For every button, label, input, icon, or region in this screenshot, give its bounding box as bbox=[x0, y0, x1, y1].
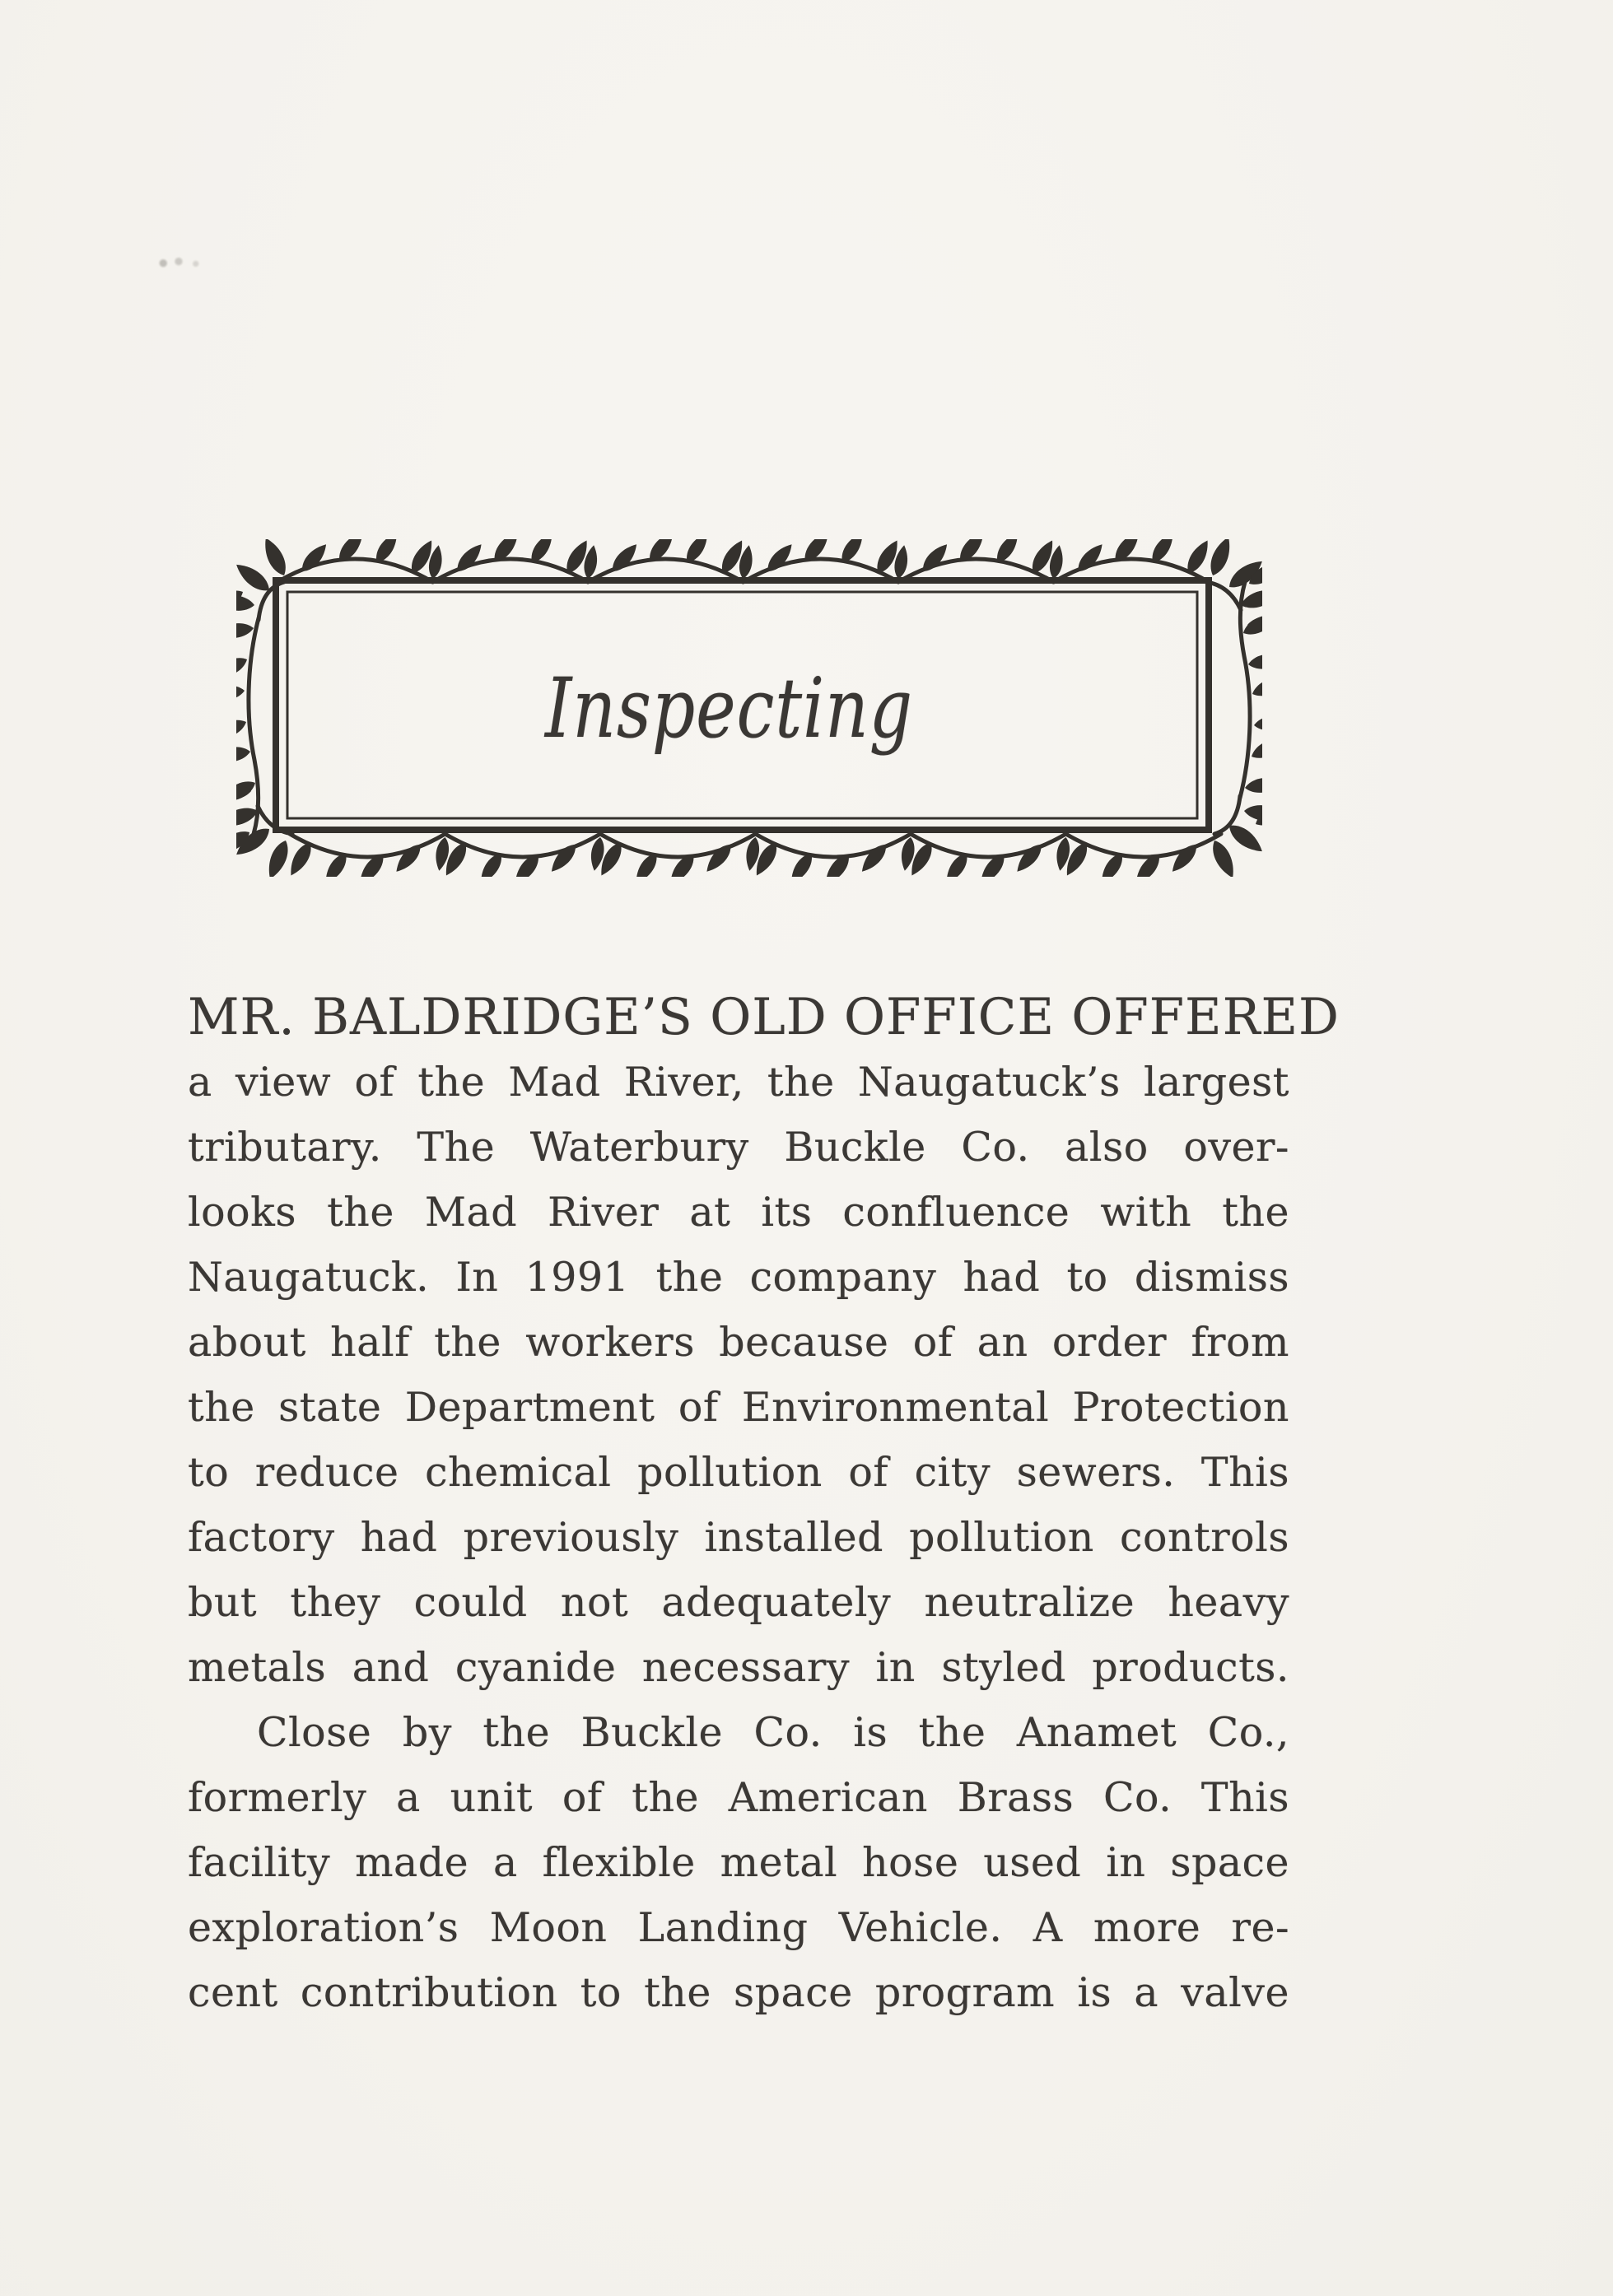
text-line: a view of the Mad River, the Naugatuck’s largest bbox=[188, 1059, 1289, 1106]
text-line: cent contribution to the space program is a valve bbox=[188, 1969, 1289, 2016]
chapter-title bbox=[276, 580, 1209, 830]
text-line: exploration’s Moon Landing Vehicle. A more re- bbox=[188, 1904, 1289, 1951]
text-line: to reduce chemical pollution of city sewers. This bbox=[188, 1449, 1289, 1496]
text-line: MR. BALDRIDGE’S OLD OFFICE OFFERED bbox=[188, 988, 1340, 1046]
scan-smudge bbox=[158, 257, 201, 268]
chapter-title-text: Inspecting bbox=[545, 660, 913, 757]
text-line: facility made a flexible metal hose used in space bbox=[188, 1839, 1289, 1886]
text-line: tributary. The Waterbury Buckle Co. also over- bbox=[188, 1124, 1289, 1171]
body-text bbox=[188, 985, 1340, 2025]
text-line: metals and cyanide necessary in styled products. bbox=[188, 1644, 1289, 1691]
chapter-ornament-frame bbox=[236, 539, 1262, 877]
text-line: about half the workers because of an order from bbox=[188, 1319, 1289, 1366]
text-line: the state Department of Environmental Protection bbox=[188, 1384, 1289, 1431]
text-line: but they could not adequately neutralize heavy bbox=[188, 1579, 1289, 1626]
text-line: looks the Mad River at its confluence with the bbox=[188, 1189, 1289, 1236]
text-line: Naugatuck. In 1991 the company had to dismiss bbox=[188, 1254, 1289, 1301]
text-line: Close by the Buckle Co. is the Anamet Co., bbox=[257, 1709, 1289, 1756]
text-line: formerly a unit of the American Brass Co. This bbox=[188, 1774, 1289, 1821]
text-line: factory had previously installed pollution controls bbox=[188, 1514, 1289, 1561]
